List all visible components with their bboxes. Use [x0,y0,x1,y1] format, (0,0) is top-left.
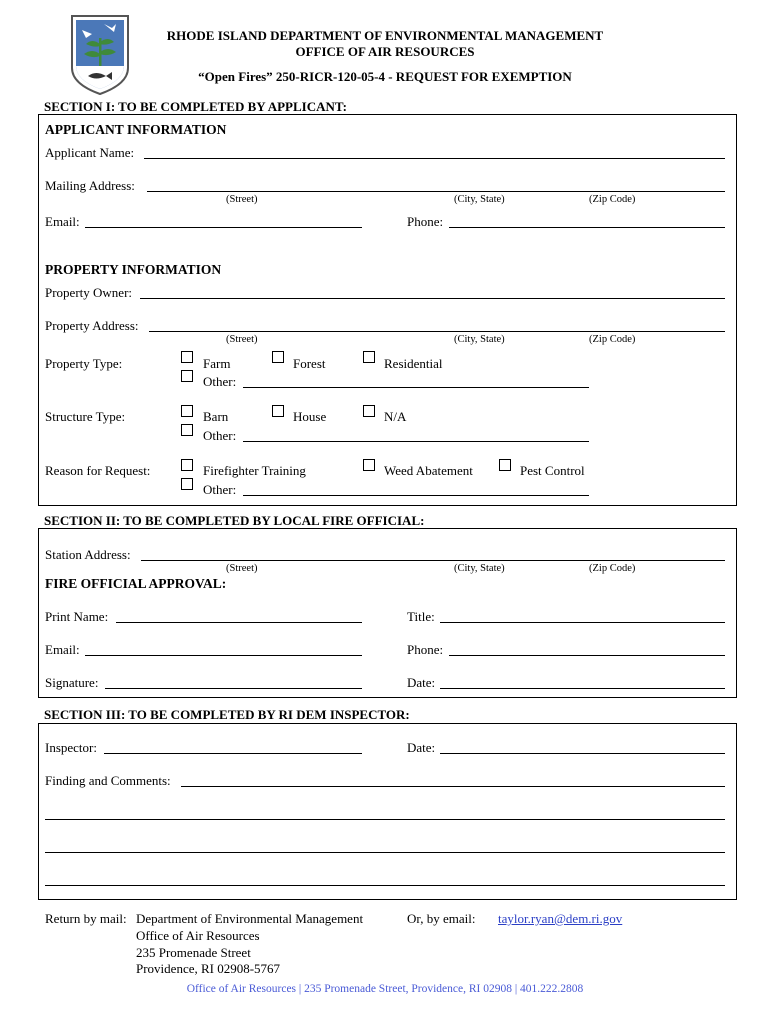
applicant-name-label: Applicant Name: [45,145,135,160]
firefighter-training-checkbox[interactable] [181,459,193,471]
station-city-caption: (City, State) [454,563,505,574]
official-phone-label: Phone: [407,642,444,657]
official-title-field[interactable] [440,622,725,623]
return-address-line-4: Providence, RI 02908-5767 [136,961,281,976]
print-name-field[interactable] [116,622,362,623]
property-address-label: Property Address: [45,318,139,333]
mailing-address-label: Mailing Address: [45,178,135,193]
return-by-mail-label: Return by mail: [45,911,127,926]
house-label: House [293,409,327,424]
applicant-email-label: Email: [45,214,80,229]
header-line-1: RHODE ISLAND DEPARTMENT OF ENVIRONMENTAL MANAGEMENT [166,28,604,43]
mailing-zip-caption: (Zip Code) [589,194,636,205]
section-2-title: SECTION II: TO BE COMPLETED BY LOCAL FIRE OFFICIAL: [44,513,425,528]
station-street-caption: (Street) [226,563,258,574]
return-address-line-1: Department of Environmental Management [136,911,364,926]
property-owner-field[interactable] [140,298,725,299]
residential-label: Residential [384,356,443,371]
property-zip-caption: (Zip Code) [589,334,636,345]
property-type-label: Property Type: [45,356,123,371]
residential-checkbox[interactable] [363,351,375,363]
findings-line-3[interactable] [45,852,725,853]
header-line-2: OFFICE OF AIR RESOURCES [295,44,475,59]
na-label: N/A [384,409,407,424]
section-1-box [38,114,737,506]
official-date-field[interactable] [440,688,725,689]
property-address-field[interactable] [149,331,725,332]
official-title-label: Title: [407,609,435,624]
house-checkbox[interactable] [272,405,284,417]
barn-label: Barn [203,409,229,424]
applicant-email-field[interactable] [85,227,362,228]
property-other-label: Other: [203,374,237,389]
pest-control-label: Pest Control [520,463,585,478]
reason-other-checkbox[interactable] [181,478,193,490]
barn-checkbox[interactable] [181,405,193,417]
section-1-title: SECTION I: TO BE COMPLETED BY APPLICANT: [44,99,347,114]
section-2-box [38,528,737,698]
findings-line-4[interactable] [45,885,725,886]
findings-label: Finding and Comments: [45,773,171,788]
return-address-line-2: Office of Air Resources [136,928,260,943]
applicant-name-field[interactable] [144,158,725,159]
return-email-link[interactable]: taylor.ryan@dem.ri.gov [498,911,623,926]
property-info-heading: PROPERTY INFORMATION [45,262,222,277]
property-street-caption: (Street) [226,334,258,345]
na-checkbox[interactable] [363,405,375,417]
mailing-city-caption: (City, State) [454,194,505,205]
signature-label: Signature: [45,675,99,690]
farm-label: Farm [203,356,231,371]
mailing-street-caption: (Street) [226,194,258,205]
header-line-3: “Open Fires” 250-RICR-120-05-4 - REQUEST FOR EXEMPTION [198,69,572,84]
print-name-label: Print Name: [45,609,109,624]
official-date-label: Date: [407,675,436,690]
mailing-address-field[interactable] [147,191,725,192]
structure-other-label: Other: [203,428,237,443]
station-address-field[interactable] [141,560,725,561]
findings-line-1[interactable] [181,786,725,787]
signature-field[interactable] [105,688,362,689]
forest-label: Forest [293,356,326,371]
structure-type-label: Structure Type: [45,409,126,424]
reason-label: Reason for Request: [45,463,151,478]
station-zip-caption: (Zip Code) [589,563,636,574]
reason-other-label: Other: [203,482,237,497]
section-3-box [38,723,737,900]
structure-other-checkbox[interactable] [181,424,193,436]
property-owner-label: Property Owner: [45,285,133,300]
property-other-checkbox[interactable] [181,370,193,382]
inspector-label: Inspector: [45,740,97,755]
applicant-info-heading: APPLICANT INFORMATION [45,122,227,137]
fire-official-approval-heading: FIRE OFFICIAL APPROVAL: [45,576,227,591]
property-city-caption: (City, State) [454,334,505,345]
forest-checkbox[interactable] [272,351,284,363]
reason-other-field[interactable] [243,495,589,496]
section-3-title: SECTION III: TO BE COMPLETED BY RI DEM INSPECTOR: [44,707,410,722]
applicant-phone-field[interactable] [449,227,725,228]
structure-other-field[interactable] [243,441,589,442]
footer-contact: Office of Air Resources | 235 Promenade Street, Providence, RI 02908 | 401.222.2808 [186,983,584,995]
inspector-date-field[interactable] [440,753,725,754]
official-email-field[interactable] [85,655,362,656]
property-other-field[interactable] [243,387,589,388]
inspector-date-label: Date: [407,740,436,755]
farm-checkbox[interactable] [181,351,193,363]
official-phone-field[interactable] [449,655,725,656]
weed-abatement-label: Weed Abatement [384,463,473,478]
inspector-field[interactable] [104,753,362,754]
applicant-phone-label: Phone: [407,214,444,229]
official-email-label: Email: [45,642,80,657]
station-address-label: Station Address: [45,547,131,562]
pest-control-checkbox[interactable] [499,459,511,471]
findings-line-2[interactable] [45,819,725,820]
weed-abatement-checkbox[interactable] [363,459,375,471]
firefighter-training-label: Firefighter Training [203,463,306,478]
return-by-email-label: Or, by email: [407,911,476,926]
return-address-line-3: 235 Promenade Street [136,945,251,960]
